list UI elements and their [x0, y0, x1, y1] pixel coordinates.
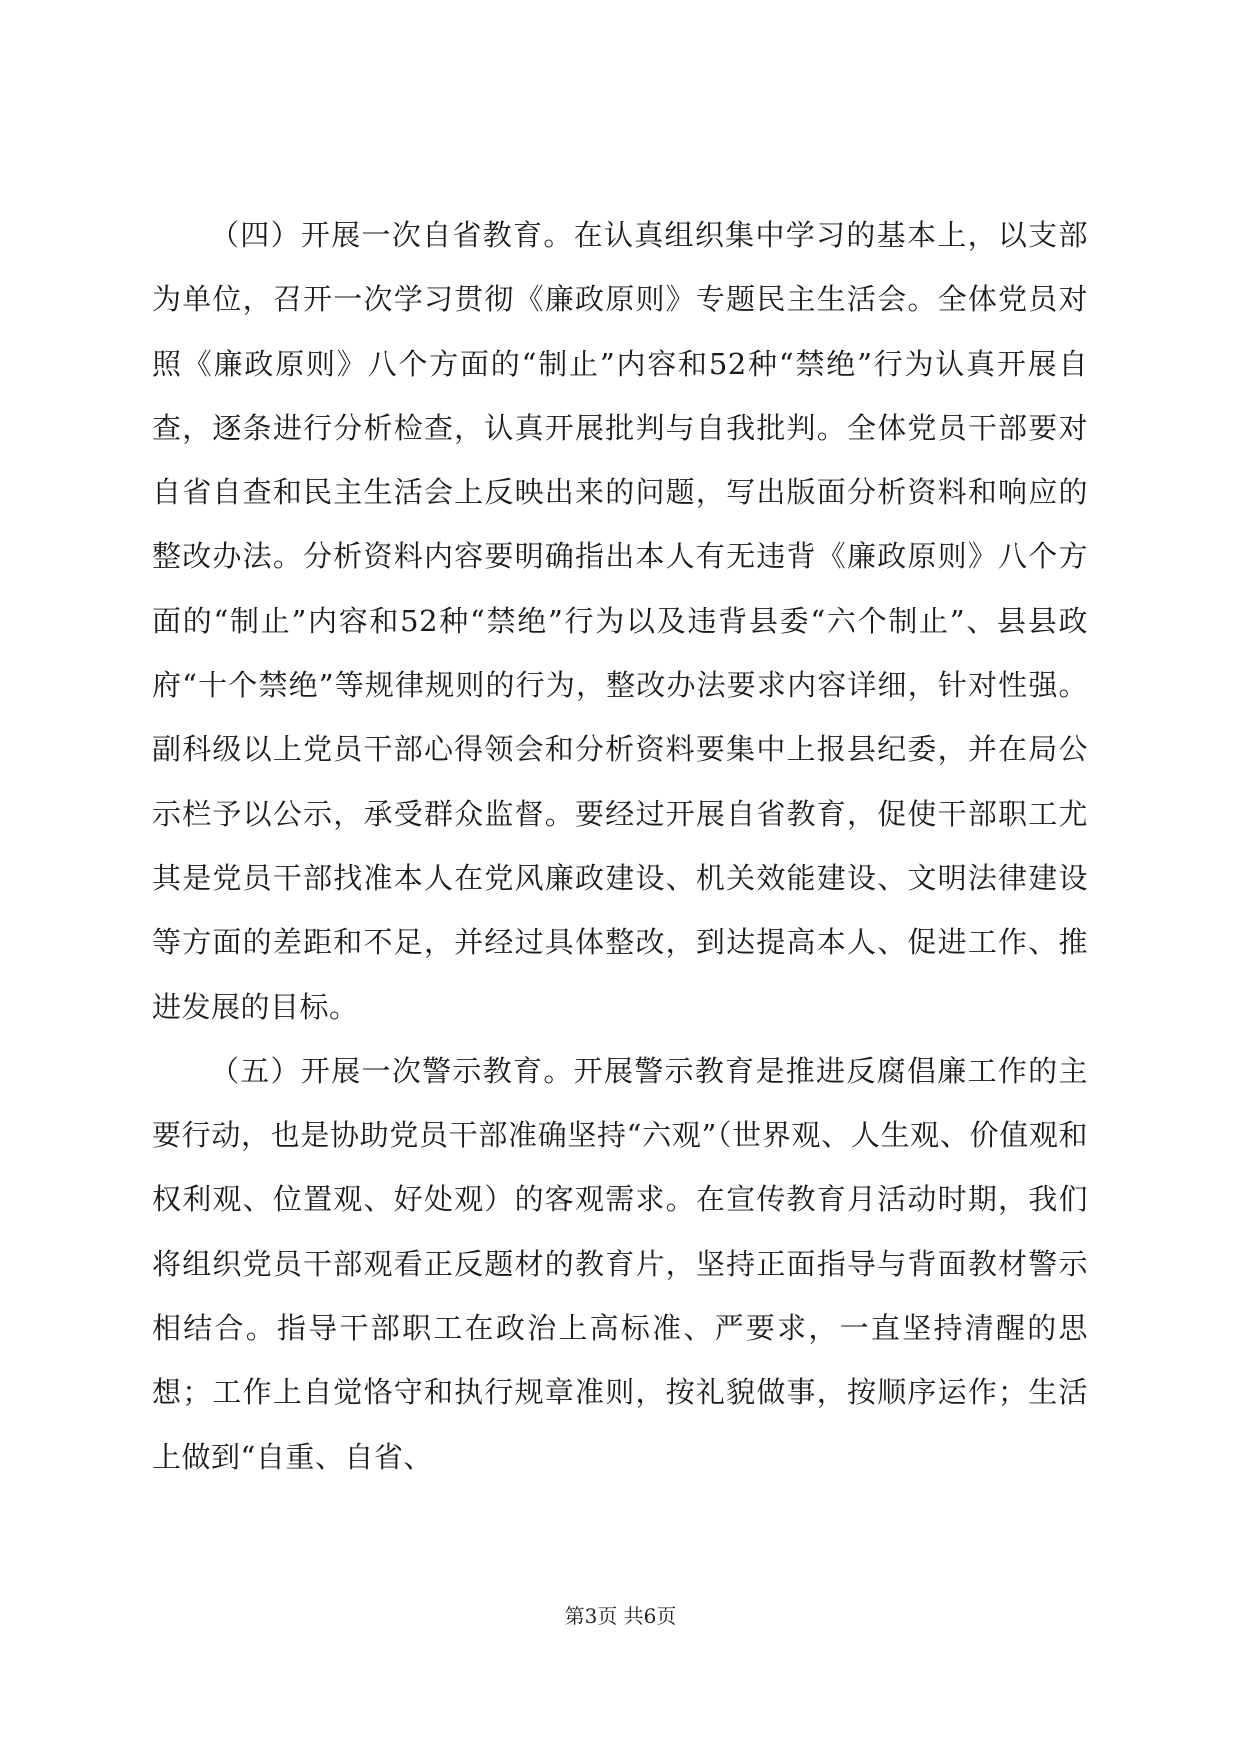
paragraph-self-reflection-education: （四）开展一次自省教育。在认真组织集中学习的基本上，以支部为单位，召开一次学习贯彻《廉政原则》专题民主生活会。全体党员对照《廉政原则》八个方面的“制止”内容和52种“禁绝”行为认真开展自查，逐条进行分析检查，认真开展批判与自我批判。全体党员干部要对自省自查和民主生活会上反映出来的问题，写出版面分析资料和响应的整改办法。分析资料内容要明确指出本人有无违背《廉政原则》八个方面的“制止”内容和52种“禁绝”行为以及违背县委“六个制止”、县县政府“十个禁绝”等规律规则的行为，整改办法要求内容详细，针对性强。副科级以上党员干部心得领会和分析资料要集中上报县纪委，并在局公示栏予以公示，承受群众监督。要经过开展自省教育，促使干部职工尤其是党员干部找准本人在党风廉政建设、机关效能建设、文明法律建设等方面的差距和不足，并经过具体整改，到达提高本人、促进工作、推进发展的目标。 [152, 218, 1088, 1024]
page-number-label: 第3页 共6页 [564, 1604, 677, 1628]
page-footer [0, 1600, 1241, 1629]
document-body [152, 203, 1088, 1489]
paragraph-warning-education: （五）开展一次警示教育。开展警示教育是推进反腐倡廉工作的主要行动，也是协助党员干部准确坚持“六观”（世界观、人生观、价值观和权利观、位置观、好处观）的客观需求。在宣传教育月活动时期，我们将组织党员干部观看正反题材的教育片，坚持正面指导与背面教材警示相结合。指导干部职工在政治上高标准、严要求，一直坚持清醒的思想；工作上自觉恪守和执行规章准则，按礼貌做事，按顺序运作；生活上做到“自重、自省、 [152, 1053, 1088, 1474]
